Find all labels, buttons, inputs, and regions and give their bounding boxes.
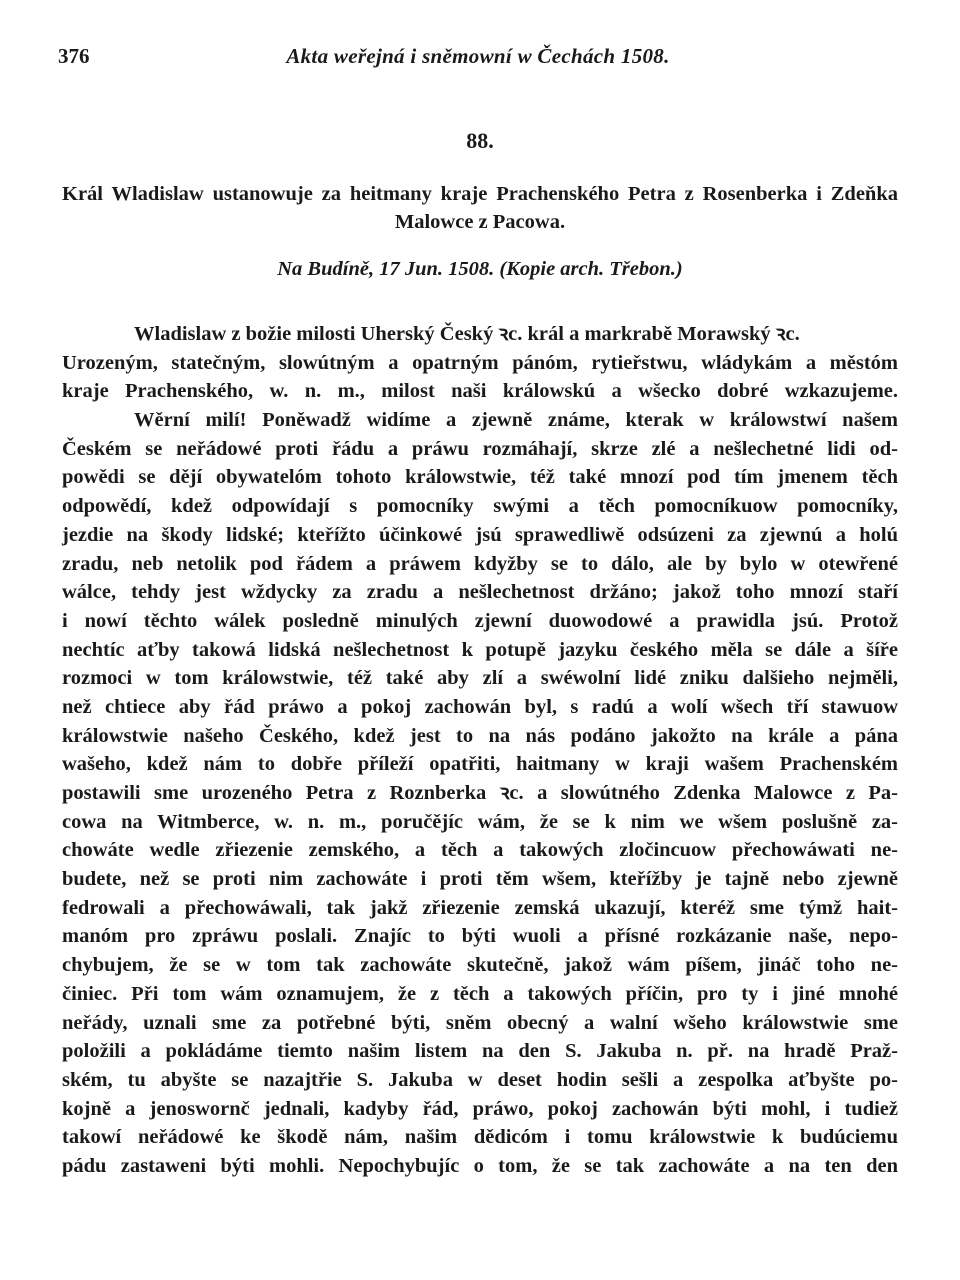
summary-line: Malowce z Pacowa. [394, 211, 566, 233]
page-header [58, 44, 898, 78]
body-line: nechtíc aťby takowá lidská nešlechetnost k potupě jazyku českého měla se dále a šíře [62, 638, 898, 661]
body-line: ském, tu abyšte se nazajtřie S. Jakuba w deset hodin sešli a zespolka aťbyšte po- [62, 1068, 898, 1091]
page-number: 376 [58, 44, 90, 68]
body-line: kojně a jenoswornč jednali, kadyby řád, práwo, pokoj zachowán býti mohl, i tudiež [62, 1097, 898, 1120]
body-line: takowí neřádowé ke škodě nám, našim dědicóm i tomu králowstwie k budúciemu [62, 1126, 898, 1149]
body-line: manóm pro zpráwu poslali. Znajíc to býti wuoli a přísné rozkázanie naše, nepo- [62, 925, 898, 948]
body-line: chowáte wedle zřiezenie zemského, a těch a takowých zločincuow přechowáwati ne- [62, 839, 898, 862]
dateline: Na Budíně, 17 Jun. 1508. (Kopie arch. Třebon.) [277, 258, 683, 280]
body-line: jezdie na škody lidské; kteřížto účinkowé jsú sprawedliwě odsúzeni za zjewnú a holú [62, 523, 898, 546]
running-title: Akta weřejná i sněmowní w Čechách 1508. [286, 44, 670, 68]
body-line: Wladislaw z božie milosti Uherský Český ꝛc. král a markrabě Morawský ꝛc. [134, 323, 800, 345]
body-line: wálce, tehdy jest wždycky za zradu a nešlechetnost držáno; jakož toho mnozí staří [62, 581, 898, 604]
body-line: králowstwie našeho Českého, kdež jest to na nás podáno jakožto na krále a pána [62, 724, 898, 747]
body-line: činiec. Při tom wám oznamujem, že z těch a takowých příčin, pro ty i jiné mnohé [62, 982, 898, 1005]
body-line: powědi se dějí obywatelóm tohoto králowstwie, též také mnozí pod tím jmenem těch [62, 466, 898, 489]
body-line: i nowí těchto wálek posledně minulých zjewní duowodowé a prawidla jsú. Protož [62, 609, 898, 632]
body-line: kraje Prachenského, w. n. m., milost naši králowskú a wšecko dobré wzkazujeme. [62, 380, 898, 403]
summary-line: Král Wladislaw ustanowuje za heitmany kraje Prachenského Petra z Rosenberka i Zdeňka [62, 183, 898, 205]
body-line: položili a pokládáme tiemto našim listem na den S. Jakuba n. př. na hradě Praž- [62, 1040, 898, 1063]
body-line: Wěrní milí! Poněwadž widíme a zjewně známe, kterak w králowstwí našem [134, 409, 898, 432]
document-number: 88. [466, 128, 494, 153]
body-line: budete, než se proti nim zachowáte i proti těm wšem, kteřížby je tajně nebo zjewně [62, 868, 898, 891]
body-line: fedrowali a přechowáwali, tak jakž zřiezenie zemská ukazují, kteréž sme týmž hait- [62, 896, 898, 919]
body-line: postawili sme urozeného Petra z Roznberka ꝛc. a slowútného Zdenka Malowce z Pa- [62, 782, 898, 804]
body-line: chybujem, že se w tom tak zachowáte skutečně, jakož wám píšem, jináč toho ne- [62, 954, 898, 977]
body-line: zradu, neb netolik pod řádem a práwem kdyžby se to dálo, ale by bylo w otewřené [62, 552, 898, 575]
body-text [62, 320, 898, 1181]
body-line: pádu zastaweni býti mohli. Nepochybujíc o tom, že se tak zachowáte a na ten den [62, 1154, 898, 1177]
body-line: Českém se neřádowé proti řádu a práwu rozmáhají, skrze zlé a nešlechetné lidi od- [62, 437, 898, 460]
body-line: rozmoci w tom králowstwie, též také aby zlí a swéwolní lidé zniku dalšieho nejměli, [62, 667, 898, 690]
document-summary [62, 180, 898, 236]
body-line: než chtiece aby řád práwo a pokoj zachowán byl, s radú a wolí wšech tří stawuow [62, 695, 898, 718]
body-line: cowa na Witmberce, w. n. m., poručějíc wám, že se k nim we wšem poslušně za- [62, 810, 898, 833]
body-line: neřády, uznali sme za potřebné býti, sněm obecný a walní wšeho králowstwie sme [62, 1011, 898, 1034]
body-line: Urozeným, statečným, slowútným a opatrným pánóm, rytieřstwu, wládykám a městóm [62, 351, 898, 374]
body-line: odpowědí, kdež odpowídají s pomocníky swými a těch pomocníkuow pomocníky, [62, 495, 898, 518]
body-line: wašeho, kdež nám to dobře příleží opatřiti, haitmany w kraji wašem Prachenském [62, 753, 898, 776]
